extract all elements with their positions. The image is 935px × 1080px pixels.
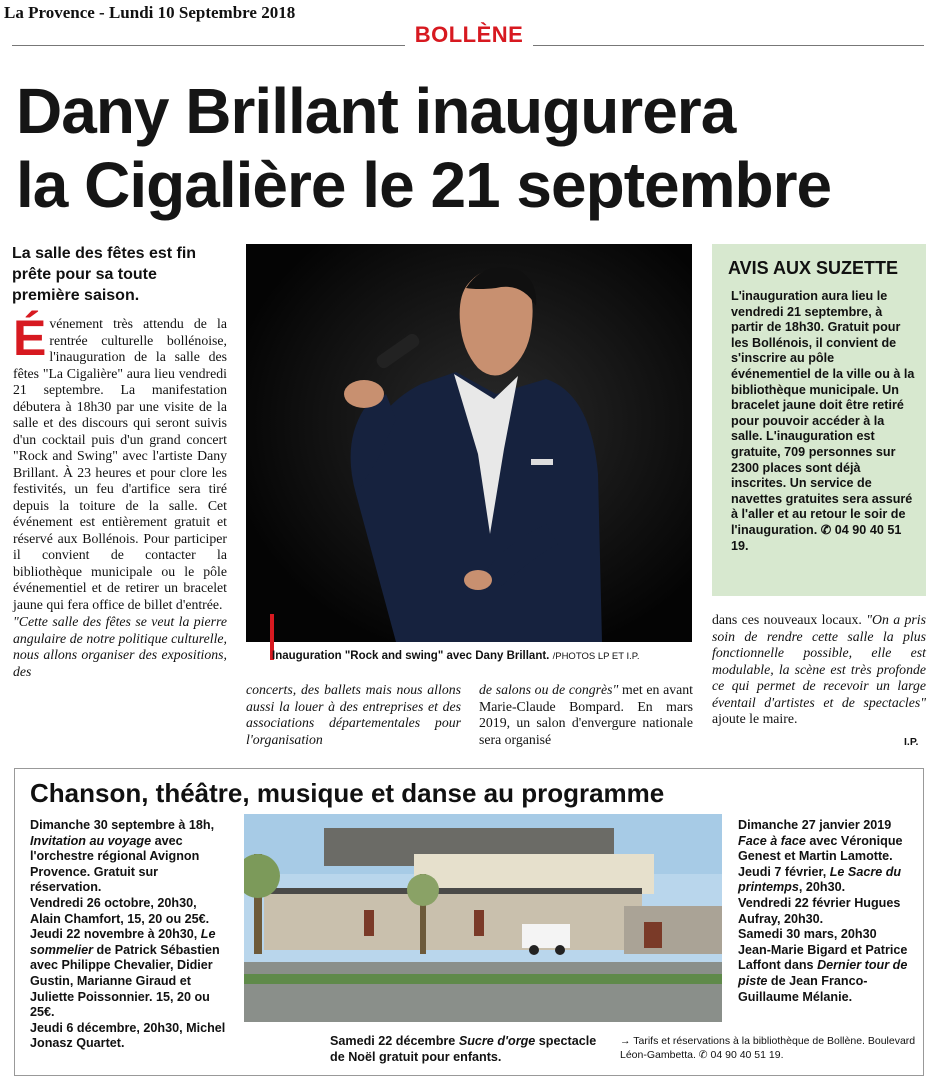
program-title: Chanson, théâtre, musique et danse au programme xyxy=(30,778,665,808)
article-column-3 xyxy=(479,682,693,748)
photo-caption xyxy=(272,650,702,662)
program-item: Dimanche 30 septembre à 18h, Invitation au voyage avec l'orchestre régional Avignon Provence. Gratuit sur réservation. xyxy=(30,818,215,895)
article-column-2: concerts, des ballets mais nous allons aussi la louer à des entreprises et des associations départementales pour l'organisation xyxy=(246,682,461,747)
sidebar-title: AVIS AUX SUZETTE xyxy=(728,258,899,278)
program-left-column xyxy=(30,818,226,1052)
article-column-4 xyxy=(712,612,926,728)
program-item: Vendredi 22 février Hugues Aufray, 20h30. xyxy=(738,895,901,926)
program-middle-item: Samedi 22 décembre Sucre d'orge spectacle de Noël gratuit pour enfants. xyxy=(330,1034,597,1064)
section-rule-left xyxy=(12,45,405,46)
article-quote-start: "Cette salle des fêtes se veut la pierre angulaire de notre politique culturelle, nous allons organiser des expositions, des xyxy=(13,614,227,679)
program-item: Jeudi 7 février, Le Sacre du printemps, 20h30. xyxy=(738,864,902,895)
section-label: BOLLÈNE xyxy=(414,22,524,47)
headline-line-2: la Cigalière le 21 septembre xyxy=(16,149,832,221)
caption-text: Inauguration "Rock and swing" avec Dany Brillant. xyxy=(272,650,550,662)
program-item: Jeudi 6 décembre, 20h30, Michel Jonasz Quartet. xyxy=(30,1020,226,1051)
headline xyxy=(16,74,926,222)
section-rule-right xyxy=(533,45,924,46)
photo-credit: /PHOTOS LP ET I.P. xyxy=(552,651,640,662)
program-footnote: → Tarifs et réservations à la bibliothèque de Bollène. Boulevard Léon-Gambetta. ✆ 04 90 40 51 19. xyxy=(620,1035,916,1061)
quote-end: de salons ou de congrès" xyxy=(479,682,619,697)
lead-paragraph: La salle des fêtes est fin prête pour sa toute première saison. xyxy=(12,245,197,304)
article-column-1 xyxy=(13,310,227,680)
program-item: Vendredi 26 octobre, 20h30, Alain Chamfort, 15, 20 ou 25€. xyxy=(30,895,210,926)
article-paragraph-1: vénement très attendu de la rentrée culturelle bollénoise, l'inauguration de la salle des fêtes "La Cigalière" aura lieu vendredi 21 septembre. La manifestation débutera à 18h30 par une visite de la salle et des discours qui seront suivis d'un cocktail puis d'un grand concert "Rock and Swing" avec l'artiste Dany Brillant. À 23 heures et pour clore les festivités, un feu d'artifice sera tiré depuis la toiture de la salle. Cet événement est entièrement gratuit et réservé aux Bollénois. Pour participer il convient de contacter la bibliothèque municipale ou le pôle événementiel et de retirer un bracelet jaune qui fera office de billet d'entrée. xyxy=(13,316,227,612)
program-right-column xyxy=(738,818,910,1005)
article-column-4-text: dans ces nouveaux locaux. xyxy=(712,612,867,627)
mayor-quote: "On a pris soin de rendre cette salle la plus fonctionnelle possible, elle est modulable, la scène est très profonde ce qui permet de recevoir un large éventail d'artistes et de spectacles" xyxy=(712,612,926,710)
program-item: Jeudi 22 novembre à 20h30, Le sommelier de Patrick Sébastien avec Philippe Chevalier, Didier Gustin, Marianne Giraud et Juliette Poissonnier. 15, 20 ou 25€. xyxy=(30,927,220,1020)
headline-line-1: Dany Brillant inaugurera xyxy=(16,75,736,147)
article-column-3-text: met en avant Marie-Claude Bompard. En mars 2019, un salon d'envergure nationale sera organisé xyxy=(479,682,693,747)
venue-illustration xyxy=(244,814,722,1022)
article-signature: I.P. xyxy=(904,736,919,748)
program-item: Samedi 30 mars, 20h30 Jean-Marie Bigard et Patrice Laffont dans Dernier tour de piste de Jean Franco-Guillaume Mélanie. xyxy=(738,927,908,1004)
drop-cap: É xyxy=(13,310,47,366)
singer-photo xyxy=(246,244,692,642)
singer-illustration xyxy=(246,244,692,642)
venue-photo xyxy=(244,814,722,1022)
sidebar-body: L'inauguration aura lieu le vendredi 21 septembre, à partir de 18h30. Gratuit pour les Bollénois, il convient de s'inscrire au pôle événementiel de la ville ou à la bibliothèque municipale. Un bracelet jaune doit être retiré pour pouvoir accéder à la salle. L'inauguration est gratuite, 709 personnes sur 2300 places sont déjà inscrites. Un service de navettes gratuites sera assuré à l'aller et au retour le soir de l'inauguration. ✆ 04 90 40 51 19. xyxy=(731,289,915,553)
article-column-4-end: ajoute le maire. xyxy=(712,711,798,726)
publication-header: La Provence - Lundi 10 Septembre 2018 xyxy=(4,3,296,22)
program-item: Dimanche 27 janvier 2019 Face à face avec Véronique Genest et Martin Lamotte. xyxy=(738,818,903,864)
info-sidebar xyxy=(712,244,926,596)
